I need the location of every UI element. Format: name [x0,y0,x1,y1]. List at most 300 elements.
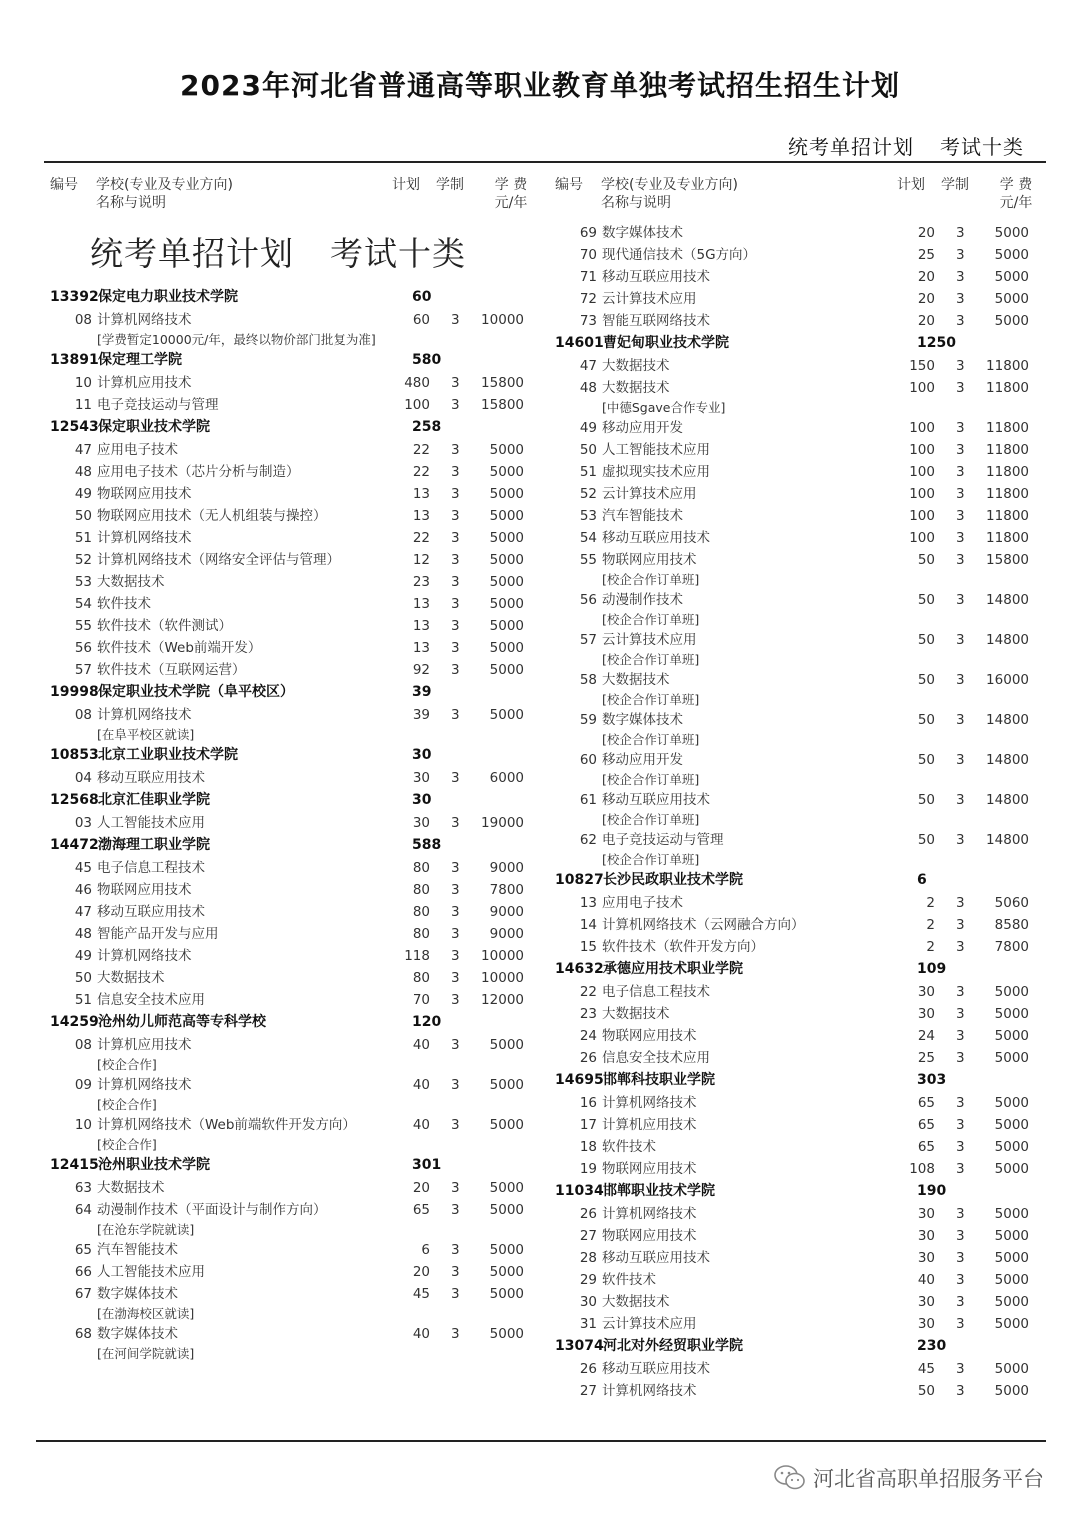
program-note: [在渤海校区就读] [97,1306,195,1321]
program-row [555,749,1040,771]
program-row [50,879,535,901]
program-number: 47 [74,904,92,920]
program-fee: 7800 [994,939,1029,955]
program-years: 3 [956,895,965,911]
program-fee: 5000 [489,1180,524,1196]
program-number: 73 [579,313,597,329]
program-years: 3 [451,770,460,786]
school-name: 沧州幼儿师范高等专科学校 [98,1014,266,1030]
program-name: 移动互联应用技术 [602,792,710,808]
school-name: 邯郸科技职业学院 [603,1072,715,1088]
program-plan: 40 [917,1272,935,1288]
program-number: 49 [579,420,597,436]
program-name: 移动应用开发 [602,752,683,768]
header-school [601,176,738,212]
program-number: 19 [579,1161,597,1177]
program-fee: 5000 [994,1206,1029,1222]
program-plan: 100 [909,420,935,436]
program-row [555,549,1040,571]
school-name: 保定理工学院 [98,352,182,368]
program-plan: 65 [412,1202,430,1218]
school-total-plan: 301 [412,1157,442,1173]
program-number: 68 [74,1326,92,1342]
program-plan: 100 [404,397,430,413]
program-name: 汽车智能技术 [97,1242,178,1258]
program-plan: 50 [917,752,935,768]
program-plan: 20 [917,313,935,329]
program-note: [在沧东学院就读] [97,1222,195,1237]
program-fee: 5000 [994,1361,1029,1377]
program-fee: 5000 [489,1037,524,1053]
program-years: 3 [451,442,460,458]
program-plan: 50 [917,552,935,568]
program-number: 27 [579,1228,597,1244]
program-years: 3 [956,1006,965,1022]
program-years: 3 [956,247,965,263]
footer-text: 河北省高职单招服务平台 [813,1467,1044,1491]
program-number: 47 [579,358,597,374]
program-name: 移动互联应用技术 [602,1361,710,1377]
header-school-line1: 学校(专业及专业方向) [601,177,738,193]
program-number: 60 [579,752,597,768]
program-years: 3 [451,1326,460,1342]
program-number: 50 [74,508,92,524]
program-name: 移动互联应用技术 [602,1250,710,1266]
program-note: [校企合作订单班] [602,852,700,867]
school-row [50,789,535,812]
program-fee: 5000 [489,596,524,612]
program-row [555,266,1040,288]
program-years: 3 [956,984,965,1000]
program-plan: 45 [917,1361,935,1377]
program-number: 24 [579,1028,597,1044]
program-years: 3 [451,530,460,546]
program-row [555,1092,1040,1114]
program-note: [中德Sgave合作专业] [602,400,726,415]
program-row [50,309,535,331]
program-row [50,1034,535,1056]
program-name: 大数据技术 [602,380,670,396]
program-number: 50 [579,442,597,458]
program-fee: 5000 [994,1294,1029,1310]
program-years: 3 [451,1077,460,1093]
program-years: 3 [956,1095,965,1111]
program-fee: 5000 [994,1050,1029,1066]
program-number: 49 [74,486,92,502]
program-number: 55 [74,618,92,634]
program-years: 3 [451,948,460,964]
school-row [555,1335,1040,1358]
program-name: 计算机应用技术 [602,1117,697,1133]
program-plan: 30 [412,815,430,831]
program-plan: 100 [909,464,935,480]
program-plan: 20 [917,225,935,241]
program-note: [校企合作] [97,1057,157,1072]
program-plan: 65 [917,1117,935,1133]
header-fee-line2: 元/年 [999,195,1033,211]
program-plan: 50 [917,632,935,648]
program-years: 3 [956,832,965,848]
program-plan: 80 [412,860,430,876]
program-row [555,1225,1040,1247]
program-fee: 5000 [994,984,1029,1000]
program-years: 3 [956,313,965,329]
program-years: 3 [451,926,460,942]
program-number: 26 [579,1361,597,1377]
program-years: 3 [956,1383,965,1399]
school-total-plan: 120 [412,1014,442,1030]
school-code: 13392 [50,289,99,305]
program-number: 09 [74,1077,92,1093]
program-note: [校企合作订单班] [602,572,700,587]
program-name: 物联网应用技术 [97,486,192,502]
program-years: 3 [451,1264,460,1280]
program-fee: 5000 [489,552,524,568]
program-number: 58 [579,672,597,688]
program-years: 3 [451,486,460,502]
program-years: 3 [956,632,965,648]
school-total-plan: 580 [412,352,442,368]
program-row [555,1158,1040,1180]
program-years: 3 [956,269,965,285]
header-plan: 计划 [392,177,420,193]
school-total-plan: 39 [412,684,432,700]
program-fee: 5000 [489,574,524,590]
program-plan: 2 [926,939,935,955]
program-fee: 10000 [481,970,524,986]
program-number: 64 [74,1202,92,1218]
program-plan: 30 [917,1206,935,1222]
program-years: 3 [956,592,965,608]
program-row [555,829,1040,851]
program-years: 3 [956,420,965,436]
school-name: 渤海理工职业学院 [98,837,210,853]
program-name: 电子竞技运动与管理 [97,397,219,413]
program-row [555,439,1040,461]
school-name: 承德应用技术职业学院 [603,961,743,977]
program-number: 57 [579,632,597,648]
program-plan: 25 [917,247,935,263]
header-fee [991,176,1041,212]
program-plan: 22 [412,464,430,480]
program-fee: 14800 [986,592,1029,608]
program-name: 计算机网络技术（Web前端软件开发方向） [97,1117,356,1133]
program-row [50,593,535,615]
program-name: 人工智能技术应用 [97,815,205,831]
program-note: [校企合作] [97,1137,157,1152]
program-plan: 2 [926,917,935,933]
program-plan: 2 [926,895,935,911]
program-years: 3 [956,1228,965,1244]
program-row [555,355,1040,377]
school-row [555,332,1040,355]
program-name: 汽车智能技术 [602,508,683,524]
program-plan: 40 [412,1326,430,1342]
program-plan: 12 [412,552,430,568]
program-row [555,1269,1040,1291]
program-note: [校企合作订单班] [602,772,700,787]
program-fee: 5000 [994,1095,1029,1111]
program-number: 63 [74,1180,92,1196]
school-total-plan: 258 [412,419,442,435]
school-row [50,744,535,767]
school-row [555,1069,1040,1092]
program-years: 3 [956,917,965,933]
program-row [555,222,1040,244]
program-years: 3 [451,1202,460,1218]
program-name: 电子信息工程技术 [97,860,205,876]
header-no: 编号 [50,177,78,193]
program-plan: 13 [412,508,430,524]
right-column [555,170,1040,1402]
school-name: 北京工业职业技术学院 [98,747,238,763]
program-row [555,417,1040,439]
program-number: 52 [579,486,597,502]
program-fee: 5000 [489,1264,524,1280]
program-number: 18 [579,1139,597,1155]
program-number: 55 [579,552,597,568]
program-name: 计算机网络技术 [602,1095,697,1111]
program-plan: 100 [909,486,935,502]
program-name: 物联网应用技术 [602,1228,697,1244]
program-years: 3 [451,815,460,831]
program-row [50,1199,535,1221]
program-name: 计算机网络技术（网络安全评估与管理） [97,552,340,568]
program-plan: 80 [412,882,430,898]
program-years: 3 [956,1206,965,1222]
program-name: 电子竞技运动与管理 [602,832,724,848]
program-plan: 30 [917,1228,935,1244]
program-name: 移动互联应用技术 [97,904,205,920]
program-number: 48 [74,464,92,480]
program-fee: 15800 [986,552,1029,568]
program-plan: 30 [917,1250,935,1266]
program-fee: 5000 [994,1383,1029,1399]
program-fee: 12000 [481,992,524,1008]
program-plan: 108 [909,1161,935,1177]
program-fee: 11800 [986,508,1029,524]
program-years: 3 [956,1117,965,1133]
program-number: 72 [579,291,597,307]
header-fee-line1: 学 费 [999,177,1033,193]
program-number: 08 [74,1037,92,1053]
top-divider [44,161,1046,163]
school-row [50,286,535,309]
header-school-line2: 名称与说明 [96,195,166,211]
program-name: 软件技术（互联网运营） [97,662,246,678]
program-note: [校企合作] [97,1097,157,1112]
program-row [50,704,535,726]
program-row [50,549,535,571]
program-plan: 22 [412,530,430,546]
program-years: 3 [451,882,460,898]
program-name: 应用电子技术 [602,895,683,911]
program-fee: 5000 [489,508,524,524]
program-plan: 50 [917,1383,935,1399]
program-row [50,615,535,637]
program-row [555,505,1040,527]
program-row [50,901,535,923]
program-number: 48 [74,926,92,942]
program-name: 大数据技术 [97,970,165,986]
program-fee: 5000 [994,1139,1029,1155]
school-code: 14632 [555,961,604,977]
program-fee: 5000 [994,247,1029,263]
program-number: 51 [74,530,92,546]
program-plan: 13 [412,486,430,502]
program-row [50,461,535,483]
program-plan: 39 [412,707,430,723]
program-number: 10 [74,375,92,391]
program-name: 大数据技术 [602,672,670,688]
program-name: 移动应用开发 [602,420,683,436]
program-fee: 5000 [489,1286,524,1302]
program-plan: 40 [412,1037,430,1053]
program-row [555,1291,1040,1313]
program-row [555,789,1040,811]
program-number: 46 [74,882,92,898]
program-plan: 50 [917,832,935,848]
program-years: 3 [956,291,965,307]
program-plan: 40 [412,1077,430,1093]
program-name: 物联网应用技术（无人机组装与操控） [97,508,327,524]
program-years: 3 [956,1050,965,1066]
school-code: 19998 [50,684,99,700]
program-plan: 13 [412,596,430,612]
program-row [555,1313,1040,1335]
program-years: 3 [451,992,460,1008]
program-row [555,1358,1040,1380]
program-fee: 5000 [489,486,524,502]
program-row [50,767,535,789]
program-row [50,923,535,945]
program-row [555,629,1040,651]
school-total-plan: 230 [917,1338,947,1354]
school-row [555,1180,1040,1203]
program-number: 08 [74,707,92,723]
program-fee: 11800 [986,442,1029,458]
wechat-icon [773,1464,807,1492]
program-number: 71 [579,269,597,285]
program-fee: 5000 [489,1242,524,1258]
school-name: 河北对外经贸职业学院 [603,1338,743,1354]
program-row [50,967,535,989]
program-note: [在河间学院就读] [97,1346,195,1361]
program-fee: 5000 [489,464,524,480]
program-fee: 9000 [489,926,524,942]
program-fee: 11800 [986,530,1029,546]
program-fee: 5000 [489,662,524,678]
program-fee: 16000 [986,672,1029,688]
program-plan: 50 [917,592,935,608]
program-row [50,1283,535,1305]
program-years: 3 [451,640,460,656]
program-years: 3 [956,672,965,688]
program-name: 计算机网络技术 [97,530,192,546]
program-fee: 10000 [481,948,524,964]
program-number: 51 [74,992,92,1008]
program-number: 61 [579,792,597,808]
program-years: 3 [956,1139,965,1155]
program-number: 51 [579,464,597,480]
program-name: 软件技术 [602,1272,656,1288]
program-number: 45 [74,860,92,876]
program-years: 3 [956,380,965,396]
program-name: 大数据技术 [97,1180,165,1196]
header-fee-line2: 元/年 [494,195,528,211]
program-row [50,945,535,967]
program-plan: 65 [917,1139,935,1155]
program-number: 16 [579,1095,597,1111]
program-plan: 65 [917,1095,935,1111]
program-number: 50 [74,970,92,986]
program-years: 3 [451,1242,460,1258]
header-fee-line1: 学 费 [494,177,528,193]
program-number: 56 [74,640,92,656]
program-row [555,377,1040,399]
program-name: 大数据技术 [602,1294,670,1310]
subtitle-plan: 统考单招计划 [788,135,914,159]
program-name: 计算机应用技术 [97,375,192,391]
program-years: 3 [451,574,460,590]
program-fee: 5000 [489,1077,524,1093]
program-years: 3 [956,464,965,480]
program-fee: 14800 [986,712,1029,728]
school-total-plan: 30 [412,792,432,808]
program-years: 3 [451,618,460,634]
program-plan: 20 [917,269,935,285]
school-code: 14695 [555,1072,604,1088]
program-plan: 30 [412,770,430,786]
program-name: 移动互联应用技术 [602,269,710,285]
school-name: 沧州职业技术学院 [98,1157,210,1173]
program-row [50,659,535,681]
program-plan: 22 [412,442,430,458]
program-fee: 5000 [994,1006,1029,1022]
program-row [555,1025,1040,1047]
program-name: 计算机网络技术 [97,1077,192,1093]
program-row [555,244,1040,266]
program-row [50,637,535,659]
program-name: 应用电子技术（芯片分析与制造） [97,464,300,480]
program-number: 53 [579,508,597,524]
program-row [555,483,1040,505]
program-number: 62 [579,832,597,848]
section-title [50,222,535,286]
program-years: 3 [451,970,460,986]
program-name: 物联网应用技术 [602,1028,697,1044]
program-name: 计算机网络技术 [97,312,192,328]
program-fee: 5000 [489,640,524,656]
program-plan: 30 [917,1294,935,1310]
school-row [50,416,535,439]
program-row [50,394,535,416]
program-number: 26 [579,1206,597,1222]
program-fee: 5000 [489,618,524,634]
school-row [50,349,535,372]
program-fee: 11800 [986,464,1029,480]
program-name: 数字媒体技术 [602,225,683,241]
program-row [555,1380,1040,1402]
program-name: 云计算技术应用 [602,486,697,502]
program-plan: 50 [917,672,935,688]
program-fee: 5000 [489,530,524,546]
program-fee: 5000 [489,1117,524,1133]
program-number: 66 [74,1264,92,1280]
program-row [50,483,535,505]
program-number: 31 [579,1316,597,1332]
school-row [50,1011,535,1034]
